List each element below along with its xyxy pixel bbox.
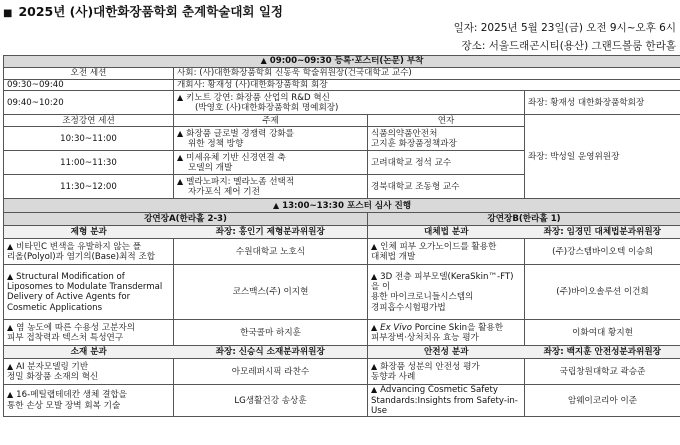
- triangle-icon: ▲: [371, 271, 378, 281]
- place-line: 장소: 서울드래곤시티(용산) 그랜드볼룸 한라홀: [461, 40, 676, 52]
- poster-speaker: 수원대학교 노호식: [174, 239, 368, 265]
- topic-header: 주제: [174, 115, 368, 127]
- triangle-icon: ▲: [7, 390, 14, 400]
- poster-talk: ▲ Ex Vivo Porcine Skin을 활용한 피부장벽·상처치유 효능 평가: [368, 320, 525, 346]
- triangle-icon: ▲: [7, 322, 14, 332]
- doc-title-text: 2025년 (사)대한화장품학회 춘계학술대회 일정: [18, 4, 284, 19]
- talk-speaker: 경북대학교 조동형 교수: [368, 175, 525, 199]
- room-b: 강연장B(한라홀 1): [368, 213, 680, 226]
- opening-time: 09:30~09:40: [4, 80, 174, 91]
- triangle-icon: ▲: [371, 241, 378, 251]
- poster-speaker: 이화여대 황지현: [525, 320, 680, 346]
- poster-speaker: 코스맥스(주) 이지현: [174, 265, 368, 320]
- poster-talk: ▲ 인체 피부 오가노이드를 활용한 대체법 개발: [368, 239, 525, 265]
- poster-talk: ▲ Structural Modification of Liposomes to Modulate Transdermal Delivery of Active Agents for Cosmetic Applications: [4, 265, 174, 320]
- triangle-icon: ▲: [177, 152, 184, 162]
- poster-speaker: 한국콜마 하지훈: [174, 320, 368, 346]
- section-alternative: 대체법 분과: [368, 226, 525, 239]
- poster-speaker: 암웨이코리아 이준: [525, 385, 680, 417]
- triangle-icon: ▲: [7, 271, 14, 281]
- section-alternative-chair: 좌장: 임경민 대체법분과위원장: [525, 226, 680, 239]
- poster-talk: ▲ 염 농도에 따른 수용성 고분자의 피부 접착력과 텍스처 특성연구: [4, 320, 174, 346]
- triangle-icon: ▲: [371, 361, 378, 371]
- talk-topic: ▲ 미세유체 기반 신경연결 축 모델의 개발: [174, 151, 368, 175]
- poster-speaker: LG생활건강 송상훈: [174, 385, 368, 417]
- talk-speaker: 식품의약품안전처 고지훈 화장품정책과장: [368, 127, 525, 151]
- triangle-icon: ▲: [177, 92, 184, 102]
- doc-title: [3, 2, 283, 20]
- section-formulation-chair: 좌장: 홍인기 제형분과위원장: [174, 226, 368, 239]
- registration-band: ▲ 09:00~09:30 등록·포스터(논문) 부착: [4, 56, 680, 68]
- room-a: 강연장A(한라홀 2-3): [4, 213, 368, 226]
- talk-speaker: 고려대학교 정석 교수: [368, 151, 525, 175]
- triangle-icon: ▲: [260, 56, 267, 66]
- opening-mc: 사회: (사)대한화장품학회 신동욱 학술위원장(건국대학교 교수): [174, 68, 680, 80]
- poster-talk: ▲ 16-메틸랩테데칸 생체 결합을 통한 손상 모발 장벽 회복 기술: [4, 385, 174, 417]
- triangle-icon: ▲: [371, 322, 378, 332]
- triangle-icon: ▲: [177, 176, 184, 186]
- keynote-chair: 좌장: 황재성 대한화장품학회장: [525, 91, 680, 115]
- opening-speech: 개회사: 황재성 (사)대한화장품학회 회장: [174, 80, 680, 91]
- section-safety-chair: 좌장: 백지훈 안전성분과위원장: [525, 346, 680, 359]
- talk-time: 11:30~12:00: [4, 175, 174, 199]
- speaker-header: 연자: [368, 115, 525, 127]
- triangle-icon: ▲: [7, 241, 14, 251]
- talk-topic: ▲ 화장품 글로벌 경쟁력 강화를 위한 정책 방향: [174, 127, 368, 151]
- poster-speaker: 국립창원대학교 곽승준: [525, 359, 680, 385]
- opening-session-label: 오전 세션: [4, 68, 174, 80]
- talk-session-label: 조정강연 세션: [4, 115, 174, 127]
- section-formulation: 제형 분과: [4, 226, 174, 239]
- section-material-chair: 좌장: 신승식 소재분과위원장: [174, 346, 368, 359]
- poster-speaker: (주)바이오솔루션 이건희: [525, 265, 680, 320]
- triangle-icon: ▲: [272, 200, 280, 210]
- poster-talk: ▲ 화장품 성분의 안전성 평가 동향과 사례: [368, 359, 525, 385]
- square-icon: ■: [3, 8, 13, 19]
- poster-talk: ▲ 3D 전층 피부모델(KeraSkin™-FT)을 이 용한 마이크로니들시스템의 경피흡수시험평가법: [368, 265, 525, 320]
- schedule-table: [3, 55, 680, 417]
- poster-speaker: (주)강스템바이오텍 이승희: [525, 239, 680, 265]
- poster-talk: ▲ AI 분자모델링 기반 정밀 화장품 소재의 혁신: [4, 359, 174, 385]
- poster-band: ▲ 13:00~13:30 포스터 심사 진행: [4, 199, 680, 213]
- talk-time: 11:00~11:30: [4, 151, 174, 175]
- date-line: 일자: 2025년 5월 23일(금) 오전 9시~오후 6시: [453, 22, 676, 34]
- talk-chair: 좌장: 박성일 운영위원장: [525, 115, 680, 199]
- triangle-icon: ▲: [177, 128, 184, 138]
- talk-topic: ▲ 멜라노파지: 멜라노좀 선택적 자가포식 제어 기전: [174, 175, 368, 199]
- section-safety: 안전성 분과: [368, 346, 525, 359]
- poster-talk: ▲ Advancing Cosmetic Safety Standards:Insights from Safety-in-Use: [368, 385, 525, 417]
- keynote: ▲ 키노트 강연: 화장품 산업의 R&D 혁신 (박영호 (사)대한화장품학회 명예회장): [174, 91, 525, 115]
- poster-speaker: 아모레퍼시픽 라찬수: [174, 359, 368, 385]
- section-material: 소재 분과: [4, 346, 174, 359]
- keynote-time: 09:40~10:20: [4, 91, 174, 115]
- talk-time: 10:30~11:00: [4, 127, 174, 151]
- poster-talk: ▲ 비타민C 변색을 유발하지 않는 폴 리올(Polyol)과 염기의(Base)최적 조합: [4, 239, 174, 265]
- triangle-icon: ▲: [7, 361, 14, 371]
- triangle-icon: ▲: [371, 385, 378, 395]
